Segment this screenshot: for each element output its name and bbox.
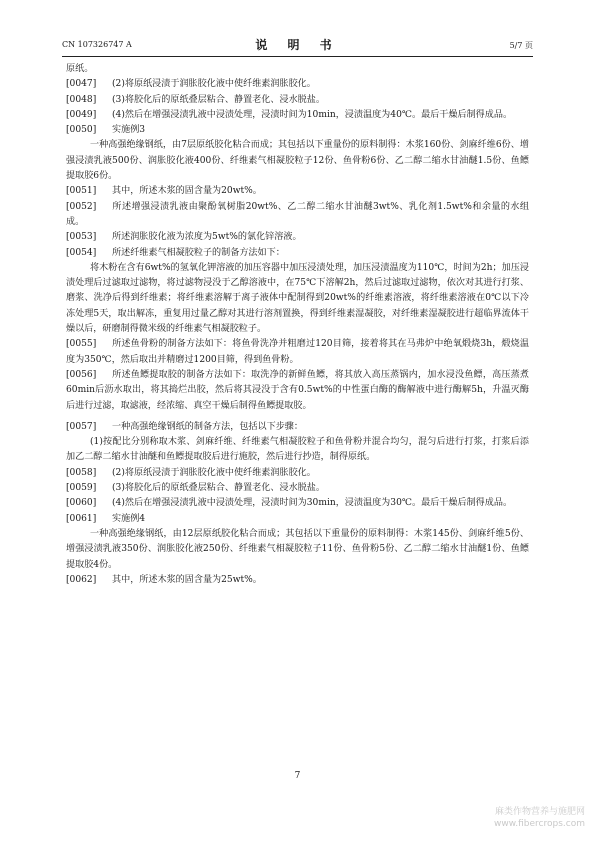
paragraph-text: 所述鱼骨粉的制备方法如下：将鱼骨洗净并粗磨过120目筛，接着将其在马弗炉中绝氧煅烧3h，煅烧温度为350℃，然后取出并精磨过1200目筛，得到鱼骨粉。 [66, 339, 529, 365]
paragraph-text: (3)将胶化后的原纸叠层粘合、静置老化、浸水脱盐。 [112, 94, 325, 105]
paragraph-number: [0053] [66, 232, 97, 243]
paragraph-number: [0062] [66, 574, 97, 585]
paragraph [66, 246, 529, 261]
paragraph-number: [0047] [66, 79, 97, 90]
paragraph-text: 所述鱼鳔提取胶的制备方法如下：取洗净的新鲜鱼鳔，将其放入高压蒸锅内，加水浸没鱼鳔，高压蒸煮60min后沥水取出，将其捣烂出胶，然后将其浸没于含有0.5wt%的中性蛋白酶的酶解液中进行酶解5h，升温灭酶后进行过滤，取滤液，经浓缩、真空干燥后制得鱼鳔提取胶。 [66, 369, 529, 411]
watermark-url: www.fibercrops.com [494, 819, 585, 829]
paragraph [66, 108, 529, 123]
paragraph-number: [0059] [66, 483, 97, 494]
paragraph-number: [0060] [66, 498, 97, 509]
paragraph-text: 一种高强绝缘钢纸，由12层原纸胶化粘合而成；其包括以下重量份的原料制得：木浆145份、剑麻纤维5份、增强浸渍乳液350份、润胀胶化液250份、纤维素气相凝胶粒子11份、鱼骨粉5份、乙二醇二缩水甘油醚1份、鱼鳔提取胶4份。 [66, 528, 529, 570]
paragraph-number: [0048] [66, 94, 97, 105]
paragraph-number: [0061] [66, 513, 97, 524]
paragraph [66, 481, 529, 496]
paragraph-number: [0049] [66, 109, 97, 120]
paragraph-number: [0050] [66, 125, 97, 136]
paragraph [66, 496, 529, 511]
paragraph-number: [0054] [66, 247, 97, 258]
paragraph-text: (2)将原纸浸渍于润胀胶化液中使纤维素润胀胶化。 [112, 79, 316, 90]
paragraph-text: 原纸。 [66, 64, 94, 74]
page-header [62, 36, 533, 56]
paragraph-text: 其中，所述木浆的固含量为20wt%。 [112, 186, 262, 197]
paragraph-number: [0052] [66, 201, 97, 212]
paragraph-text: 将木粉在含有6wt%的氢氧化钾溶液的加压容器中加压浸渍处理，加压浸渍温度为110℃，时间为2h；加压浸渍处理后过滤取过滤物，将过滤物浸没于乙醇溶液中，在75℃下溶解2h，然后过滤取过滤物，依次对其进行打浆、磨浆、洗净后得到纤维素；将纤维素溶解于离子液体中配制得到20wt%的纤维素溶液，将纤维素溶液在0℃以下冷冻处理5天，取出解冻，重复用过量乙醇对其进行溶剂置换，得到纤维素湿凝胶，对纤维素湿凝胶进行超临界流体干燥以后，研磨制得微米级的纤维素气相凝胶粒子。 [66, 262, 529, 335]
paragraph-number: [0056] [66, 369, 97, 380]
paragraph-text: (4)然后在增强浸渍乳液中浸渍处理，浸渍时间为30min，浸渍温度为30℃。最后干燥后制得成品。 [112, 498, 513, 509]
paragraph-text: 一种高强绝缘钢纸的制备方法，包括以下步骤： [112, 421, 303, 432]
paragraph [66, 337, 529, 368]
header-rule [62, 56, 533, 57]
paragraph-text: (4)然后在增强浸渍乳液中浸渍处理，浸渍时间为10min，浸渍温度为40℃。最后干燥后制得成品。 [112, 109, 513, 120]
paragraph-number: [0057] [66, 421, 97, 432]
paragraph [66, 573, 529, 588]
page-indicator: 5/7 页 [509, 41, 533, 50]
paragraph-text: 所述润胀胶化液为浓度为5wt%的氯化锌溶液。 [112, 232, 302, 243]
paragraph-text: (2)将原纸浸渍于润胀胶化液中使纤维素润胀胶化。 [112, 467, 316, 478]
patent-number: CN 107326747 A [62, 40, 132, 49]
paragraph [66, 230, 529, 245]
body-text [66, 62, 529, 588]
paragraph [66, 77, 529, 92]
paragraph [66, 123, 529, 138]
document-title: 说 明 书 [255, 38, 340, 52]
paragraph-text: (3)将胶化后的原纸叠层粘合、静置老化、浸水脱盐。 [112, 483, 325, 494]
paragraph-number: [0051] [66, 186, 97, 197]
paragraph [66, 435, 529, 466]
paragraph [66, 261, 529, 337]
paragraph [66, 527, 529, 573]
paragraph-text: 所述增强浸渍乳液由聚酚氧树脂20wt%、乙二醇二缩水甘油醚3wt%、乳化剂1.5wt%和余量的水组成。 [66, 201, 529, 227]
paragraph [66, 93, 529, 108]
paragraph-text: 所述纤维素气相凝胶粒子的制备方法如下： [112, 247, 285, 258]
paragraph-text: (1)按配比分别称取木浆、剑麻纤维、纤维素气相凝胶粒子和鱼骨粉并混合均匀，混匀后进行打浆，打浆后添加乙二醇二缩水甘油醚和鱼鳔提取胶后进行施胶，然后进行抄造，制得原纸。 [66, 437, 529, 463]
page-number: 7 [294, 771, 301, 781]
watermark-title: 麻类作物营养与施肥网 [494, 807, 585, 817]
paragraph-text: 实施例3 [112, 125, 146, 136]
paragraph [66, 420, 529, 435]
paragraph [66, 62, 529, 77]
paragraph-number: [0058] [66, 467, 97, 478]
paragraph-text: 一种高强绝缘钢纸，由7层原纸胶化粘合而成；其包括以下重量份的原料制得：木浆160份、剑麻纤维6份、增强浸渍乳液500份、润胀胶化液400份、纤维素气相凝胶粒子12份、鱼骨粉6份、乙二醇二缩水甘油醚1.5份、鱼鳔提取胶6份。 [66, 140, 529, 182]
paragraph [66, 138, 529, 184]
paragraph-number: [0055] [66, 339, 97, 350]
paragraph [66, 466, 529, 481]
paragraph-text: 其中，所述木浆的固含量为25wt%。 [112, 574, 262, 585]
paragraph [66, 200, 529, 231]
paragraph [66, 512, 529, 527]
paragraph [66, 368, 529, 414]
site-watermark [494, 806, 585, 830]
paragraph [66, 184, 529, 199]
paragraph-text: 实施例4 [112, 513, 146, 524]
